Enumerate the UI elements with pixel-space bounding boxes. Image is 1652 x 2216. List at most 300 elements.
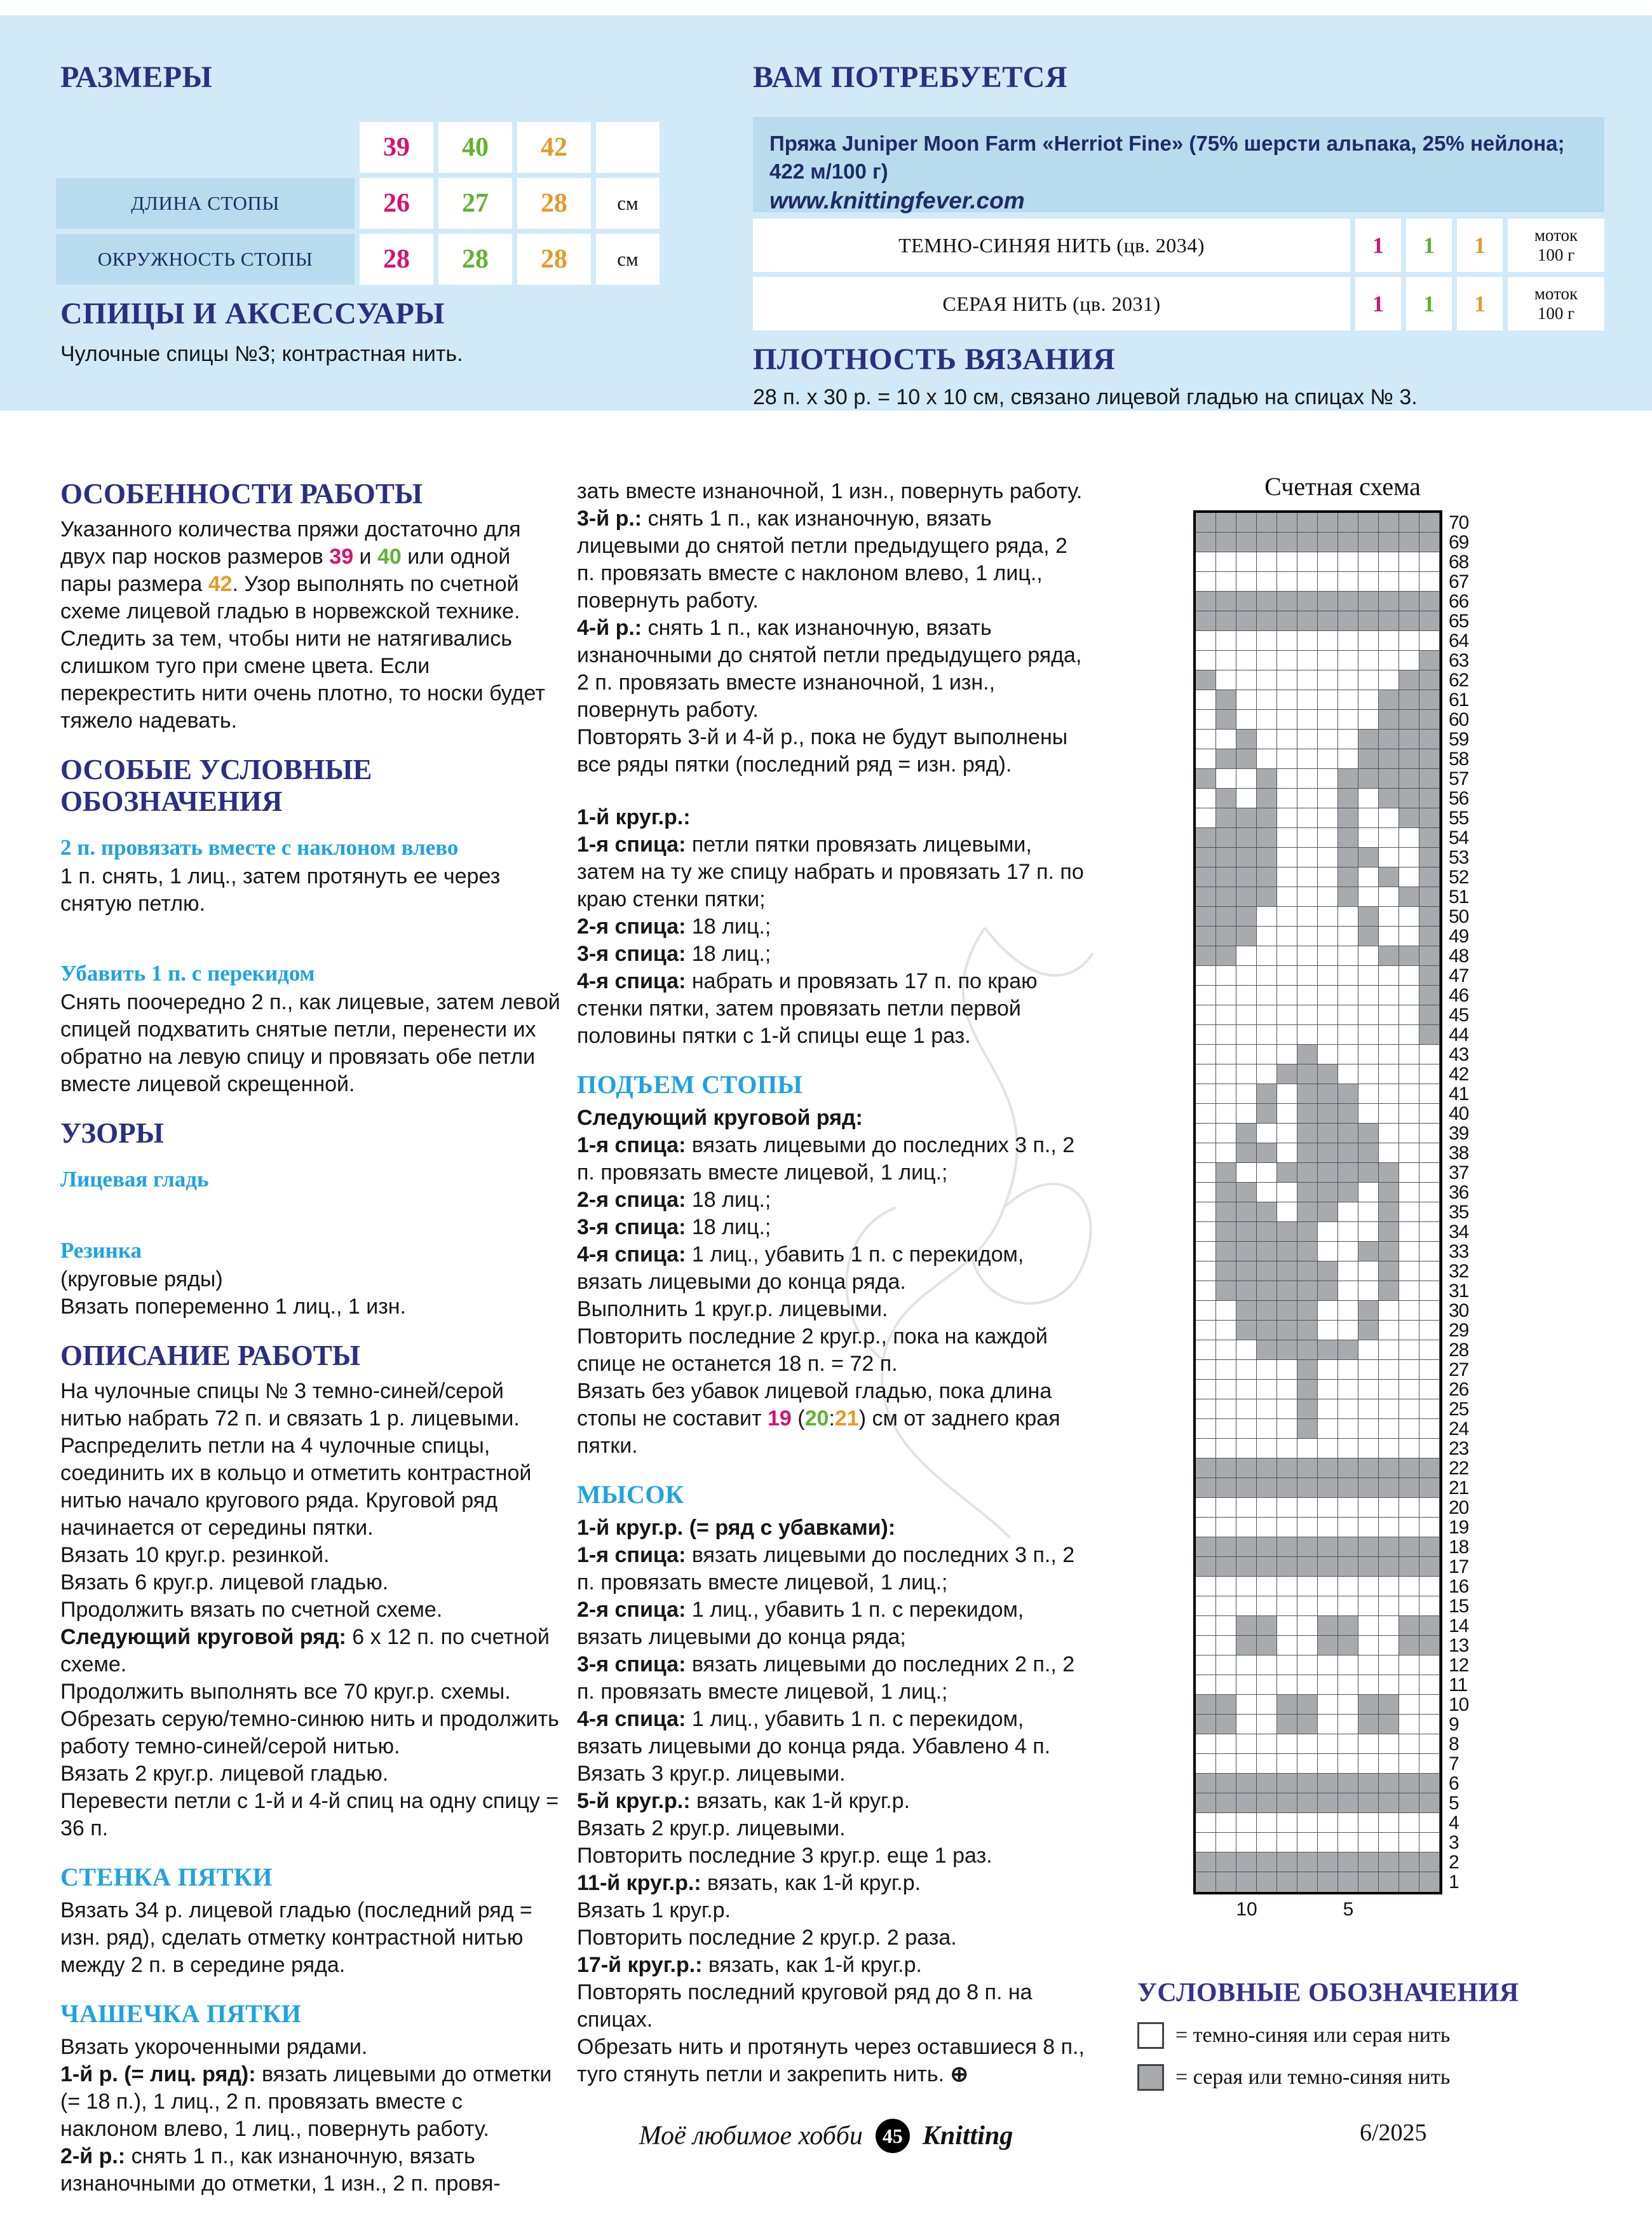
chart-cell-contrast bbox=[1419, 690, 1440, 710]
unit-cell bbox=[1508, 219, 1604, 272]
paragraph bbox=[60, 516, 564, 735]
chart-cell-main bbox=[1338, 1498, 1358, 1518]
chart-row bbox=[1196, 1458, 1469, 1479]
chart-row bbox=[1196, 1812, 1459, 1833]
chart-cell-main bbox=[1277, 789, 1297, 808]
chart-cell-main bbox=[1216, 1577, 1236, 1596]
chart-cell-contrast bbox=[1216, 907, 1236, 927]
chart-cell-contrast bbox=[1379, 1852, 1399, 1872]
chart-cell-main bbox=[1399, 1498, 1419, 1518]
chart-cell-main bbox=[1419, 1715, 1440, 1734]
chart-cell-main bbox=[1196, 1636, 1216, 1655]
chart-cell-main bbox=[1297, 789, 1318, 808]
chart-cell-contrast bbox=[1257, 1242, 1277, 1261]
chart-row bbox=[1196, 1517, 1469, 1538]
chart-cell-main bbox=[1358, 1202, 1379, 1222]
unit-cell bbox=[596, 178, 660, 229]
unit-cm: см bbox=[617, 248, 639, 270]
chart-cell-main bbox=[1216, 1380, 1236, 1399]
chart-cell-contrast bbox=[1379, 533, 1399, 552]
chart-cell-contrast bbox=[1379, 1557, 1399, 1577]
paragraph bbox=[577, 1105, 1088, 1132]
chart-cell-main bbox=[1419, 1360, 1440, 1380]
chart-cell-contrast bbox=[1297, 592, 1318, 611]
chart-cell-contrast bbox=[1358, 513, 1379, 533]
chart-cell-main bbox=[1277, 1616, 1297, 1636]
chart-cell-contrast bbox=[1318, 1557, 1338, 1577]
chart-row-number: 58 bbox=[1449, 749, 1469, 770]
chart-cell-contrast bbox=[1318, 1774, 1338, 1793]
chart-cell-contrast bbox=[1338, 1852, 1358, 1872]
chart-row bbox=[1196, 1005, 1469, 1026]
chart-cell-main bbox=[1358, 1045, 1379, 1064]
chart-row bbox=[1196, 1399, 1469, 1420]
chart-row bbox=[1196, 926, 1469, 947]
chart-cell-main bbox=[1399, 1399, 1419, 1419]
chart-row bbox=[1196, 690, 1469, 710]
chart-cell-main bbox=[1399, 1005, 1419, 1025]
chart-cell-contrast bbox=[1419, 828, 1440, 848]
gauge-title: ПЛОТНОСТЬ ВЯЗАНИЯ bbox=[753, 343, 1116, 376]
chart-cell-contrast bbox=[1297, 1321, 1318, 1340]
chart-cell-contrast bbox=[1257, 828, 1277, 848]
chart-cell-contrast bbox=[1297, 1774, 1318, 1793]
chart-cell-contrast bbox=[1338, 1537, 1358, 1557]
chart-cell-contrast bbox=[1399, 769, 1419, 789]
text-run: 3-й р.: bbox=[577, 506, 642, 531]
chart-cell-main bbox=[1379, 1616, 1399, 1636]
chart-cell-main bbox=[1277, 1143, 1297, 1163]
chart-cell-contrast bbox=[1216, 1261, 1236, 1281]
value-cell bbox=[360, 234, 433, 285]
text-run: Вязать 2 круг.р. лицевой гладью. bbox=[60, 1762, 389, 1786]
chart-cell-contrast bbox=[1358, 611, 1379, 631]
text-run: Повторить последние 2 круг.р., пока на каждой спице не останется 18 п. = 72 п. bbox=[577, 1324, 1048, 1376]
chart-cell-contrast bbox=[1236, 1202, 1257, 1222]
chart-cell-contrast bbox=[1318, 1478, 1338, 1498]
text-run: 39 bbox=[329, 545, 354, 569]
chart-cell-main bbox=[1419, 1045, 1440, 1064]
circumference-40: 28 bbox=[462, 245, 489, 274]
chart-cell-main bbox=[1236, 1084, 1257, 1104]
chart-cell-contrast bbox=[1338, 1557, 1358, 1577]
text-run: Продолжить вязать по счетной схеме. bbox=[60, 1598, 443, 1622]
chart-cell-contrast bbox=[1257, 1872, 1277, 1892]
chart-cell-contrast bbox=[1196, 1458, 1216, 1478]
chart-cell-main bbox=[1257, 710, 1277, 730]
chart-cell-main bbox=[1358, 1498, 1379, 1518]
chart-cell-main bbox=[1196, 966, 1216, 986]
chart-cell-contrast bbox=[1257, 769, 1277, 789]
chart-cell-main bbox=[1196, 651, 1216, 670]
chart-cell-contrast bbox=[1419, 946, 1440, 966]
chart-cell-main bbox=[1358, 1754, 1379, 1774]
chart-cell-main bbox=[1236, 631, 1257, 651]
chart-cell-contrast bbox=[1196, 927, 1216, 946]
chart-cell-main bbox=[1379, 1439, 1399, 1458]
text-run: 6 х 12 п. по счетной схеме. bbox=[60, 1625, 550, 1676]
chart-cell-main bbox=[1277, 769, 1297, 789]
chart-cell-contrast bbox=[1277, 1261, 1297, 1281]
chart-row-number: 31 bbox=[1449, 1281, 1469, 1302]
legend-title: УСЛОВНЫЕ ОБОЗНАЧЕНИЯ bbox=[1137, 1978, 1519, 2008]
chart-cell-contrast bbox=[1318, 1183, 1338, 1202]
chart-cell-main bbox=[1257, 1715, 1277, 1734]
row-label-cell bbox=[56, 178, 355, 229]
qty-40: 1 bbox=[1423, 291, 1435, 316]
chart-cell-main bbox=[1257, 1380, 1277, 1399]
chart-cell-contrast bbox=[1379, 1458, 1399, 1478]
text-run: Вязать 34 р. лицевой гладью (последний ряд = изн. ряд), сделать отметку контрастной нитью между 2 п. в середине ряда. bbox=[60, 1898, 532, 1977]
chart-cell-contrast bbox=[1297, 513, 1318, 533]
chart-cell-main bbox=[1216, 1616, 1236, 1636]
chart-cell-main bbox=[1338, 1301, 1358, 1321]
text-run: ОПИСАНИЕ РАБОТЫ bbox=[60, 1340, 360, 1371]
chart-cell-main bbox=[1338, 1734, 1358, 1754]
chart-cell-contrast bbox=[1338, 1340, 1358, 1360]
chart-cell-main bbox=[1277, 1577, 1297, 1596]
chart-cell-contrast bbox=[1419, 1774, 1440, 1793]
chart-row-number: 34 bbox=[1449, 1221, 1469, 1242]
qty-cell bbox=[1406, 277, 1452, 330]
chart-cell-contrast bbox=[1216, 1695, 1236, 1715]
chart-cell-main bbox=[1318, 749, 1338, 769]
chart-cell-main bbox=[1318, 651, 1338, 670]
chart-row-number: 56 bbox=[1449, 788, 1469, 809]
chart-cell-main bbox=[1236, 769, 1257, 789]
paragraph bbox=[577, 804, 1088, 831]
chart-cell-main bbox=[1358, 1005, 1379, 1025]
chart-cell-main bbox=[1297, 1498, 1318, 1518]
chart-cell-contrast bbox=[1216, 887, 1236, 907]
chart-cell-main bbox=[1358, 1281, 1379, 1301]
chart-cell-main bbox=[1399, 1734, 1419, 1754]
chart-row-number: 55 bbox=[1449, 808, 1469, 829]
section-heading bbox=[577, 1480, 1088, 1509]
chart-cell-main bbox=[1277, 1655, 1297, 1675]
paragraph bbox=[577, 1815, 1088, 1842]
chart-row-number: 50 bbox=[1449, 906, 1469, 927]
chart-cell-contrast bbox=[1216, 513, 1236, 533]
chart-cell-main bbox=[1338, 1439, 1358, 1458]
text-run: 4-я спица: bbox=[577, 1242, 686, 1267]
paragraph bbox=[577, 1378, 1088, 1460]
chart-cell-main bbox=[1297, 907, 1318, 927]
chart-cell-contrast bbox=[1257, 1202, 1277, 1222]
chart-cell-contrast bbox=[1419, 986, 1440, 1005]
chart-row bbox=[1196, 1320, 1469, 1341]
chart-cell-main bbox=[1257, 1754, 1277, 1774]
chart-cell-main bbox=[1399, 1340, 1419, 1360]
text-run: 42 bbox=[208, 572, 233, 596]
chart-cell-main bbox=[1318, 1577, 1338, 1596]
chart-cell-main bbox=[1216, 1439, 1236, 1458]
chart-cell-contrast bbox=[1297, 1557, 1318, 1577]
chart-cell-contrast bbox=[1236, 749, 1257, 769]
chart-cell-main bbox=[1358, 710, 1379, 730]
unit-skein: моток bbox=[1534, 284, 1578, 303]
paragraph bbox=[60, 1760, 564, 1788]
chart-cell-contrast bbox=[1236, 513, 1257, 533]
chart-cell-main bbox=[1236, 1104, 1257, 1124]
chart-row bbox=[1196, 1281, 1469, 1302]
paragraph bbox=[577, 1979, 1088, 2034]
chart-cell-main bbox=[1236, 966, 1257, 986]
chart-cell-main bbox=[1236, 690, 1257, 710]
chart-cell-contrast bbox=[1419, 1478, 1440, 1498]
chart-cell-main bbox=[1379, 1596, 1399, 1616]
chart-cell-contrast bbox=[1277, 1557, 1297, 1577]
chart-cell-main bbox=[1379, 1754, 1399, 1774]
chart-cell-contrast bbox=[1399, 1872, 1419, 1892]
chart-cell-contrast bbox=[1216, 848, 1236, 867]
chart-cell-main bbox=[1379, 966, 1399, 986]
qty-cell bbox=[1406, 219, 1452, 272]
chart-cell-main bbox=[1379, 1813, 1399, 1833]
chart-cell-contrast bbox=[1216, 828, 1236, 848]
chart-cell-main bbox=[1419, 1380, 1440, 1399]
chart-cell-main bbox=[1318, 1005, 1338, 1025]
text-run: 2-й р.: bbox=[60, 2144, 126, 2168]
materials-title: ВАМ ПОТРЕБУЕТСЯ bbox=[753, 60, 1068, 94]
chart-cell-contrast bbox=[1338, 611, 1358, 631]
text-run: ОСОБЫЕ УСЛОВНЫЕ ОБОЗНАЧЕНИЯ bbox=[60, 754, 372, 817]
unit-cell bbox=[1508, 277, 1604, 330]
chart-cell-contrast bbox=[1297, 1478, 1318, 1498]
chart-cell-main bbox=[1318, 690, 1338, 710]
chart-cell-main bbox=[1236, 1715, 1257, 1734]
chart-cell-main bbox=[1399, 631, 1419, 651]
chart-cell-main bbox=[1338, 966, 1358, 986]
chart-cell-contrast bbox=[1338, 1636, 1358, 1655]
chart-cell-contrast bbox=[1379, 1163, 1399, 1183]
chart-cell-contrast bbox=[1236, 1636, 1257, 1655]
chart-cell-main bbox=[1297, 730, 1318, 749]
chart-row-number: 8 bbox=[1449, 1734, 1459, 1755]
chart-cell-main bbox=[1419, 1813, 1440, 1833]
value-cell bbox=[438, 234, 512, 285]
chart-cell-contrast bbox=[1358, 730, 1379, 749]
chart-cell-main bbox=[1196, 1596, 1216, 1616]
chart-cell-main bbox=[1399, 1124, 1419, 1143]
text-run: Лицевая гладь bbox=[60, 1167, 209, 1192]
chart-cell-main bbox=[1257, 1577, 1277, 1596]
chart-cell-contrast bbox=[1338, 592, 1358, 611]
chart-cell-main bbox=[1216, 769, 1236, 789]
chart-row-number: 30 bbox=[1449, 1300, 1469, 1321]
chart-cell-main bbox=[1419, 1064, 1440, 1084]
chart-cell-contrast bbox=[1358, 1852, 1379, 1872]
text-run: 3-я спица: bbox=[577, 1652, 686, 1676]
chart-cell-main bbox=[1297, 808, 1318, 828]
chart-cell-contrast bbox=[1257, 1557, 1277, 1577]
chart-cell-main bbox=[1257, 1399, 1277, 1419]
chart-stitch-number: 10 bbox=[1236, 1899, 1257, 1920]
text-run: Вязать попеременно 1 лиц., 1 изн. bbox=[60, 1295, 406, 1319]
chart-cell-contrast bbox=[1216, 927, 1236, 946]
paragraph bbox=[577, 505, 1088, 615]
chart-cell-main bbox=[1277, 946, 1297, 966]
chart-cell-main bbox=[1379, 552, 1399, 572]
chart-cell-main bbox=[1236, 1045, 1257, 1064]
chart-cell-main bbox=[1399, 1518, 1419, 1537]
chart-cell-contrast bbox=[1257, 1537, 1277, 1557]
chart-cell-contrast bbox=[1379, 1793, 1399, 1813]
text-run: 1 лиц., убавить 1 п. с перекидом, вязать лицевыми до конца ряда; bbox=[577, 1598, 1024, 1649]
text-run: (круговые ряды) bbox=[60, 1267, 223, 1291]
size-header-cell bbox=[438, 122, 512, 173]
chart-cell-contrast bbox=[1257, 808, 1277, 828]
section-heading bbox=[60, 960, 564, 988]
paragraph bbox=[577, 1214, 1088, 1241]
chart-cell-contrast bbox=[1196, 1557, 1216, 1577]
chart-cell-contrast bbox=[1419, 730, 1440, 749]
chart-cell-contrast bbox=[1257, 1852, 1277, 1872]
text-run: Вязать 3 круг.р. лицевыми. bbox=[577, 1762, 846, 1786]
chart-cell-contrast bbox=[1216, 946, 1236, 966]
chart-cell-main bbox=[1196, 710, 1216, 730]
chart-cell-main bbox=[1257, 986, 1277, 1005]
spacer bbox=[577, 778, 1088, 804]
chart-cell-contrast bbox=[1196, 592, 1216, 611]
chart-cell-main bbox=[1399, 1104, 1419, 1124]
chart-cell-contrast bbox=[1277, 1222, 1297, 1242]
chart-cell-main bbox=[1318, 1695, 1338, 1715]
chart-cell-main bbox=[1379, 1655, 1399, 1675]
paragraph bbox=[577, 2034, 1088, 2088]
chart-row-number: 4 bbox=[1449, 1812, 1459, 1833]
chart-cell-main bbox=[1297, 848, 1318, 867]
chart-cell-contrast bbox=[1419, 1458, 1440, 1478]
chart-cell-main bbox=[1216, 1655, 1236, 1675]
chart-row bbox=[1196, 729, 1469, 750]
chart-row-number: 12 bbox=[1449, 1655, 1469, 1676]
chart-row-number: 37 bbox=[1449, 1162, 1469, 1183]
chart-row-number: 15 bbox=[1449, 1596, 1469, 1617]
sizes-title: РАЗМЕРЫ bbox=[60, 60, 213, 94]
chart-cell-main bbox=[1419, 1261, 1440, 1281]
chart-cell-main bbox=[1318, 1439, 1338, 1458]
chart-cell-main bbox=[1379, 1104, 1399, 1124]
chart-cell-contrast bbox=[1277, 611, 1297, 631]
chart-cell-main bbox=[1419, 1577, 1440, 1596]
chart-cell-main bbox=[1419, 1143, 1440, 1163]
chart-cell-main bbox=[1419, 1084, 1440, 1104]
chart-cell-main bbox=[1379, 651, 1399, 670]
yarn-info-band bbox=[753, 117, 1604, 212]
chart-row bbox=[1196, 1773, 1459, 1794]
chart-cell-contrast bbox=[1216, 710, 1236, 730]
chart-row bbox=[1196, 1359, 1469, 1380]
chart-cell-contrast bbox=[1419, 611, 1440, 631]
chart-cell-main bbox=[1216, 1340, 1236, 1360]
chart-row-number: 3 bbox=[1449, 1832, 1459, 1853]
chart-cell-main bbox=[1399, 572, 1419, 592]
chart-cell-main bbox=[1216, 1419, 1236, 1439]
chart-row bbox=[1196, 1103, 1469, 1124]
chart-cell-main bbox=[1196, 1104, 1216, 1124]
chart-cell-main bbox=[1399, 1281, 1419, 1301]
chart-row bbox=[1196, 1202, 1469, 1223]
chart-cell-main bbox=[1379, 1064, 1399, 1084]
chart-row-number: 65 bbox=[1449, 611, 1469, 632]
chart-cell-contrast bbox=[1257, 1793, 1277, 1813]
text-run: вязать, как 1-й круг.р. bbox=[702, 1953, 922, 1977]
chart-cell-main bbox=[1419, 1124, 1440, 1143]
chart-row bbox=[1196, 650, 1469, 671]
text-run: . Узор выполнять по счетной схеме лицевой гладью в норвежской технике. Следить за тем, чтобы нити не натягивались слишком туго при смене цвета. Если перекрестить нити очень плотно, то носки будет тяжело надевать. bbox=[60, 572, 545, 733]
chart-cell-contrast bbox=[1196, 1872, 1216, 1892]
chart-row bbox=[1196, 827, 1469, 848]
chart-cell-main bbox=[1196, 690, 1216, 710]
needles-text: Чулочные спицы №3; контрастная нить. bbox=[60, 342, 463, 366]
row-label-cell bbox=[56, 234, 355, 285]
chart-cell-contrast bbox=[1257, 1222, 1277, 1242]
chart-row-number: 54 bbox=[1449, 827, 1469, 848]
legend-item bbox=[1137, 2064, 1450, 2091]
paragraph bbox=[60, 1788, 564, 1842]
chart-cell-main bbox=[1318, 1813, 1338, 1833]
chart-cell-main bbox=[1236, 1025, 1257, 1045]
text-run: снять 1 п., как изнаночную, вязать лицевыми до снятой петли предыдущего ряда, 2 п. провязать вместе с наклоном влево, 1 лиц., повернуть работу. bbox=[577, 506, 1067, 613]
chart-cell-main bbox=[1419, 1202, 1440, 1222]
paragraph bbox=[60, 1678, 564, 1706]
chart-cell-contrast bbox=[1297, 1340, 1318, 1360]
chart-cell-contrast bbox=[1358, 1715, 1379, 1734]
chart-cell-main bbox=[1196, 1734, 1216, 1754]
chart-cell-contrast bbox=[1318, 1616, 1338, 1636]
chart-row-number: 24 bbox=[1449, 1418, 1469, 1439]
chart-cell-main bbox=[1399, 1813, 1419, 1833]
chart-cell-main bbox=[1358, 986, 1379, 1005]
chart-row bbox=[1196, 887, 1469, 907]
chart-cell-main bbox=[1236, 1596, 1257, 1616]
chart-cell-contrast bbox=[1297, 1793, 1318, 1813]
text-run: УЗОРЫ bbox=[60, 1117, 164, 1149]
chart-cell-contrast bbox=[1216, 1478, 1236, 1498]
chart-cell-main bbox=[1318, 966, 1338, 986]
chart-cell-contrast bbox=[1297, 1380, 1318, 1399]
chart-cell-main bbox=[1399, 907, 1419, 927]
chart-cell-main bbox=[1257, 1163, 1277, 1183]
text-run: 20 bbox=[804, 1406, 829, 1431]
value-cell bbox=[360, 178, 433, 229]
chart-cell-main bbox=[1297, 1439, 1318, 1458]
chart-cell-main bbox=[1379, 1084, 1399, 1104]
chart-cell-main bbox=[1257, 670, 1277, 690]
chart-cell-main bbox=[1257, 1655, 1277, 1675]
chart-cell-main bbox=[1379, 986, 1399, 1005]
chart-cell-contrast bbox=[1358, 1301, 1379, 1321]
section-heading bbox=[60, 1166, 564, 1193]
chart-cell-contrast bbox=[1419, 1852, 1440, 1872]
chart-cell-main bbox=[1257, 1675, 1277, 1695]
chart-cell-contrast bbox=[1216, 1774, 1236, 1793]
chart-row-number: 49 bbox=[1449, 926, 1469, 947]
chart-row bbox=[1196, 1221, 1469, 1242]
chart-cell-main bbox=[1379, 572, 1399, 592]
chart-row-number: 61 bbox=[1449, 690, 1469, 710]
chart-cell-main bbox=[1196, 749, 1216, 769]
chart-cell-contrast bbox=[1358, 1872, 1379, 1892]
chart-cell-contrast bbox=[1379, 513, 1399, 533]
chart-cell-main bbox=[1358, 1261, 1379, 1281]
chart-cell-contrast bbox=[1216, 1458, 1236, 1478]
paragraph bbox=[60, 1897, 564, 1979]
chart-cell-contrast bbox=[1236, 1872, 1257, 1892]
chart-cell-main bbox=[1318, 867, 1338, 887]
text-run: 2-я спица: bbox=[577, 1188, 686, 1212]
